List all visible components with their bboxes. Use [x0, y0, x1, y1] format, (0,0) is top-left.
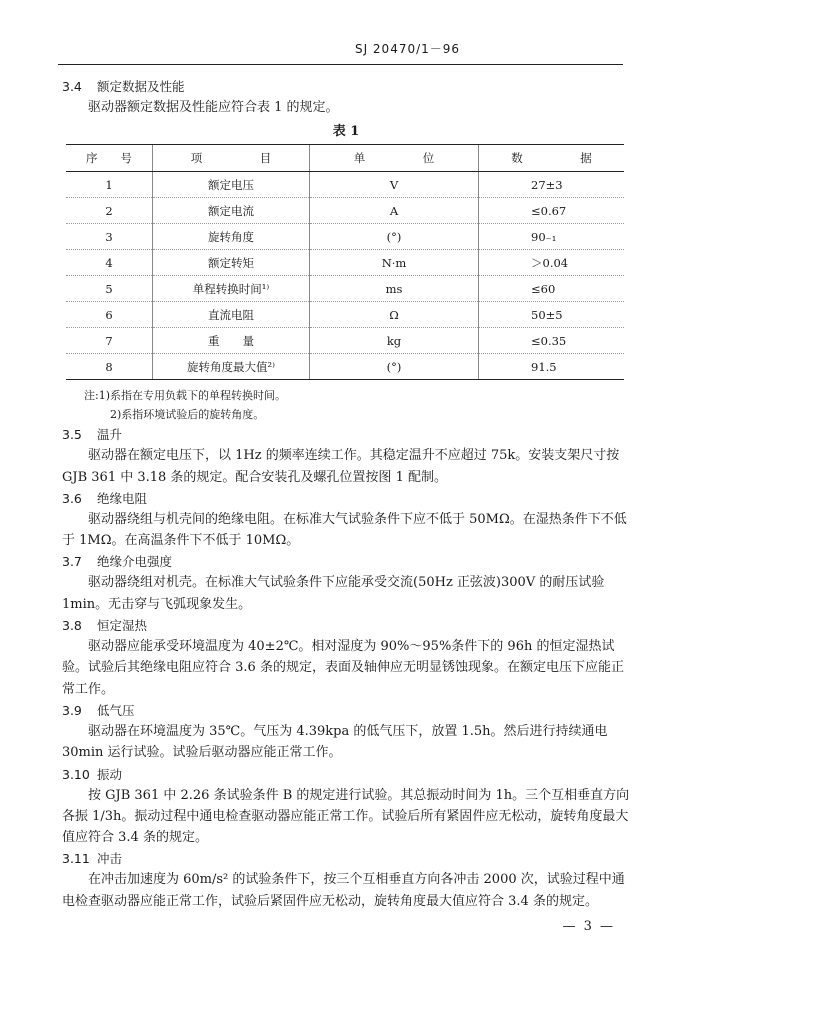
- table-row: 8 旋转角度最大值²⁾ (°) 91.5: [66, 354, 624, 380]
- section-3-8-text: 驱动器应能承受环境温度为 40±2℃。相对湿度为 90%～95%条件下的 96h 的恒定湿热试验。试验后其绝缘电阻应符合 3.6 条的规定，表面及轴伸应无明显锈蚀现象。在额定电压下应能正常工作。: [62, 639, 624, 697]
- header-rule: [58, 64, 623, 65]
- table-row: 1 额定电压 V 27±3: [66, 172, 624, 198]
- table-row: 3 旋转角度 (°) 90₋₁: [66, 224, 624, 250]
- table-row: 6 直流电阻 Ω 50±5: [66, 302, 624, 328]
- col-header-data: 数 据: [479, 145, 625, 172]
- section-3-5-text: 驱动器在额定电压下，以 1Hz 的频率连续工作。其稳定温升不应超过 75k。安装支架尺寸按 GJB 361 中 3.18 条的规定。配合安装孔及螺孔位置按图 1 配制。: [62, 448, 620, 485]
- section-3-7-heading: 3.7 绝缘介电强度: [62, 554, 173, 570]
- section-3-10-heading: 3.10 振动: [62, 766, 123, 782]
- section-3-8-heading: 3.8 恒定湿热: [62, 618, 148, 634]
- table-header-row: [66, 145, 624, 172]
- section-3-5-heading: 3.5 温升: [62, 427, 123, 443]
- page-number: — 3 —: [562, 919, 615, 934]
- col-header-item: 项 目: [153, 145, 310, 172]
- section-3-6-text: 驱动器绕组与机壳间的绝缘电阻。在标准大气试验条件下应不低于 50MΩ。在湿热条件下不低于 1MΩ。在高温条件下不低于 10MΩ。: [62, 511, 627, 549]
- section-3-11-heading: 3.11 冲击: [62, 851, 123, 867]
- table-row: 5 单程转换时间¹⁾ ms ≤60: [66, 276, 624, 302]
- table-note-1: 注:1)系指在专用负载下的单程转换时间。: [84, 389, 286, 403]
- table-notes: [84, 386, 630, 424]
- table-caption: 表 1: [332, 124, 360, 140]
- section-3-10-text: 按 GJB 361 中 2.26 条试验条件 B 的规定进行试验。其总振动时间为 1h。三个互相垂直方向各振 1/3h。振动过程中通电检查驱动器应能正常工作。试验后所有紧固件应无松动，旋转角度最大值应符合 3.4 条的规定。: [62, 787, 630, 846]
- section-3-11-text: 在冲击加速度为 60m/s² 的试验条件下，按三个互相垂直方向各冲击 2000 次，试验过程中通电检查驱动器应能正常工作，试验后紧固件应无松动，旋转角度最大值应符合 3.4 条的规定。: [62, 872, 625, 909]
- section-3-9-text: 驱动器在环境温度为 35℃。气压为 4.39kpa 的低气压下，放置 1.5h。然后进行持续通电 30min 运行试验。试验后驱动器应能正常工作。: [62, 723, 608, 761]
- table-note-2: 2)系指环境试验后的旋转角度。: [110, 408, 265, 422]
- rated-data-table: [66, 144, 624, 380]
- standard-number: SJ 20470/1－96: [354, 42, 461, 56]
- section-3-6-heading: 3.6 绝缘电阻: [62, 490, 148, 506]
- section-3-9-heading: 3.9 低气压: [62, 702, 135, 718]
- document-body: [62, 76, 630, 912]
- col-header-no: 序 号: [66, 145, 153, 172]
- table-row: 2 额定电流 A ≤0.67: [66, 198, 624, 224]
- section-3-4-text: 驱动器额定数据及性能应符合表 1 的规定。: [88, 100, 339, 115]
- table-row: 7 重 量 kg ≤0.35: [66, 328, 624, 354]
- col-header-unit: 单 位: [310, 145, 479, 172]
- section-3-7-text: 驱动器绕组对机壳。在标准大气试验条件下应能承受交流(50Hz 正弦波)300V 的耐压试验 1min。无击穿与飞弧现象发生。: [62, 575, 605, 612]
- table-row: 4 额定转矩 N·m ＞0.04: [66, 250, 624, 276]
- section-3-4-heading: 3.4 额定数据及性能: [62, 79, 185, 94]
